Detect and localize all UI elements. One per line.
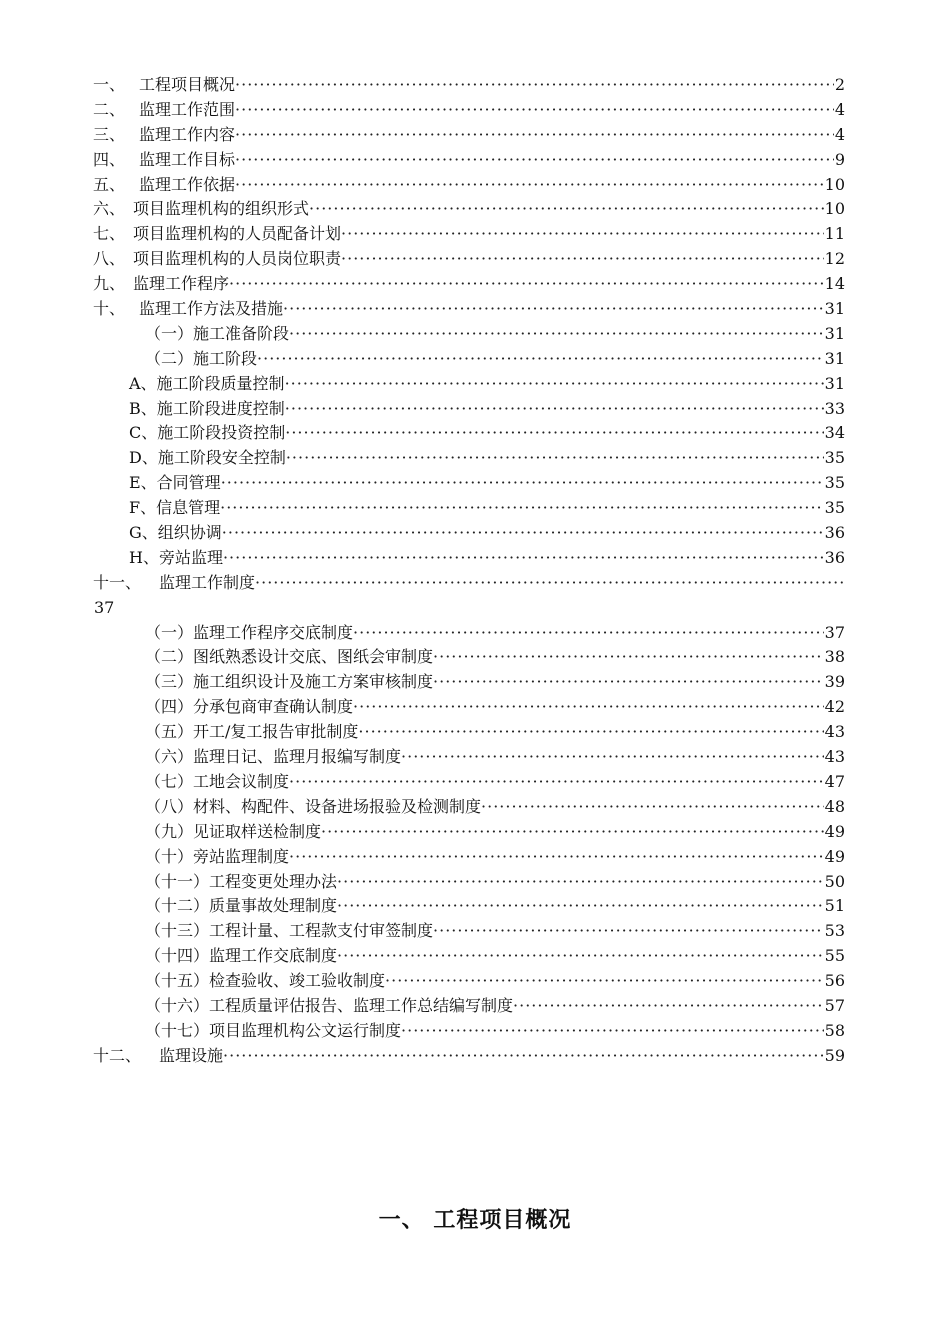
toc-entry-page: 10 [824,174,845,194]
toc-entry-page: 34 [824,423,845,443]
dot-leader [513,994,824,1019]
toc-entry-title: （十）旁站监理制度 [145,846,290,866]
toc-entry-number: 二、 [93,99,126,119]
toc-entry-title: （十二）质量事故处理制度 [145,896,338,916]
toc-entry[interactable] [93,297,845,322]
toc-entry-title: （四）分承包商审查确认制度 [145,697,354,717]
toc-entry[interactable] [93,845,845,870]
toc-entry[interactable] [93,770,845,795]
toc-entry-page: 14 [824,274,845,294]
toc-entry-number: 十、 [93,299,126,319]
dot-leader [321,820,824,845]
toc-entry[interactable] [93,222,845,247]
toc-entry[interactable] [93,372,845,397]
dot-leader [222,521,824,546]
toc-entry[interactable] [93,173,845,198]
toc-entry[interactable] [93,1044,845,1069]
toc-entry[interactable] [93,944,845,969]
toc-entry-page: 48 [824,796,845,816]
toc-entry[interactable] [93,795,845,820]
dot-leader [286,446,824,471]
toc-entry-title: 监理工作程序 [133,274,230,294]
toc-entry-title: 监理工作目标 [139,149,236,169]
dot-leader [235,148,834,173]
toc-entry[interactable] [93,521,845,546]
toc-entry[interactable] [93,994,845,1019]
toc-entry-title: （六）监理日记、监理月报编写制度 [145,747,402,767]
toc-entry[interactable] [93,820,845,845]
toc-entry[interactable] [93,471,845,496]
toc-entry[interactable] [93,645,845,670]
toc-entry-page: 50 [824,871,845,891]
toc-entry-number: 八、 [93,249,126,269]
table-of-contents [93,73,845,1069]
toc-entry-title: （一）监理工作程序交底制度 [145,622,354,642]
toc-entry[interactable] [93,546,845,571]
dot-leader [223,546,824,571]
toc-entry[interactable] [93,197,845,222]
dot-leader [235,123,834,148]
toc-entry-number: 四、 [93,149,126,169]
toc-entry-title: 监理设施 [159,1045,224,1065]
dot-leader [223,1044,824,1069]
toc-entry-page: 10 [824,199,845,219]
toc-entry[interactable] [93,446,845,471]
dot-leader [229,272,824,297]
toc-entry-title: （二）图纸熟悉设计交底、图纸会审制度 [145,647,434,667]
toc-entry-page: 53 [824,921,845,941]
dot-leader [481,795,824,820]
dot-leader [289,845,824,870]
dot-leader [433,645,824,670]
toc-entry[interactable] [93,621,845,646]
toc-entry-title: （十四）监理工作交底制度 [145,946,338,966]
toc-entry-number: 三、 [93,124,126,144]
toc-entry-page: 2 [834,75,845,94]
toc-entry-page: 51 [824,896,845,916]
toc-entry[interactable] [93,695,845,720]
toc-entry[interactable] [93,870,845,895]
dot-leader [255,571,845,596]
dot-leader [289,322,824,347]
dot-leader [401,1019,824,1044]
toc-entry[interactable] [93,148,845,173]
toc-entry-page: 56 [824,971,845,991]
toc-entry[interactable] [93,969,845,994]
toc-entry-page: 36 [824,523,845,543]
toc-entry-page: 12 [824,249,845,269]
toc-entry-title: 项目监理机构的人员配备计划 [133,224,342,244]
toc-entry[interactable] [93,670,845,695]
dot-leader [285,397,824,422]
toc-entry-number: 七、 [93,224,126,244]
toc-entry-title: （十一）工程变更处理办法 [145,871,338,891]
toc-entry-page: 42 [824,697,845,717]
toc-entry-title: （十七）项目监理机构公文运行制度 [145,1020,402,1040]
dot-leader [235,98,834,123]
toc-entry-title: 项目监理机构的人员岗位职责 [133,249,342,269]
toc-entry-page: 59 [824,1045,845,1065]
dot-leader [341,222,824,247]
toc-entry-number: 十一、 [93,572,142,592]
toc-entry-title: H、旁站监理 [129,547,223,567]
toc-entry-page: 31 [824,373,845,393]
dot-leader [337,894,824,919]
toc-entry[interactable] [93,745,845,770]
toc-entry[interactable] [93,347,845,372]
toc-entry-title: 监理工作方法及措施 [139,299,284,319]
toc-entry-page: 4 [834,99,845,119]
dot-leader [283,297,824,322]
toc-entry[interactable] [93,322,845,347]
toc-entry[interactable] [93,496,845,521]
toc-entry-title: （八）材料、构配件、设备进场报验及检测制度 [145,796,482,816]
toc-entry[interactable] [93,247,845,272]
toc-entry-page: 58 [824,1020,845,1040]
toc-entry-title: 监理工作内容 [139,124,236,144]
toc-entry-page: 38 [824,647,845,667]
dot-leader [433,670,824,695]
toc-entry-page: 57 [824,995,845,1015]
toc-entry-number: 十二、 [93,1045,142,1065]
dot-leader [353,621,824,646]
toc-entry[interactable] [93,272,845,297]
toc-entry[interactable] [93,894,845,919]
toc-entry[interactable] [93,98,845,123]
dot-leader [401,745,824,770]
toc-entry-page: 35 [824,448,845,468]
toc-entry-page: 35 [824,473,845,493]
toc-entry-page: 9 [834,149,845,169]
toc-entry-title: 监理工作依据 [139,174,236,194]
toc-entry[interactable] [93,421,845,446]
toc-entry-page: 36 [824,547,845,567]
toc-entry-title: 项目监理机构的组织形式 [133,199,310,219]
toc-entry-page: 49 [824,821,845,841]
dot-leader [285,372,824,397]
toc-entry-number: 九、 [93,274,126,294]
toc-entry-page: 39 [824,672,845,692]
toc-entry-page: 31 [824,348,845,368]
toc-entry-page: 37 [824,622,845,642]
toc-entry-title: （十五）检查验收、竣工验收制度 [145,971,386,991]
dot-leader [358,720,823,745]
toc-entry-page: 43 [824,722,845,742]
toc-entry[interactable] [93,1019,845,1044]
toc-entry-page: 35 [824,498,845,518]
toc-entry-title: 工程项目概况 [139,75,236,94]
dot-leader [289,770,824,795]
dot-leader [337,944,824,969]
dot-leader [341,247,824,272]
toc-entry[interactable] [93,73,845,98]
toc-entry-page: 33 [824,398,845,418]
toc-entry-page: 55 [824,946,845,966]
toc-entry[interactable] [93,397,845,422]
toc-entry-number: 一、 [93,75,126,94]
toc-entry-title: （一）施工准备阶段 [145,323,290,343]
dot-leader [285,421,823,446]
dot-leader [221,471,824,496]
section-heading: 一、 工程项目概况 [378,1208,572,1233]
toc-entry-title: （十三）工程计量、工程款支付审签制度 [145,921,434,941]
toc-entry-page: 43 [824,747,845,767]
toc-entry-page: 31 [824,299,845,319]
toc-entry[interactable] [93,123,845,148]
toc-entry-number: 六、 [93,199,126,219]
toc-entry-title: 监理工作范围 [139,99,236,119]
dot-leader [220,496,824,521]
toc-entry-title: F、信息管理 [129,498,221,518]
toc-entry-title: D、施工阶段安全控制 [129,448,286,468]
toc-entry-title: （九）见证取样送检制度 [145,821,322,841]
dot-leader [235,73,834,98]
toc-entry-title: （三）施工组织设计及施工方案审核制度 [145,672,434,692]
dot-leader [235,173,824,198]
dot-leader [353,695,824,720]
toc-entry-title: （七）工地会议制度 [145,771,290,791]
toc-entry-page: 31 [824,323,845,343]
dot-leader [385,969,824,994]
toc-entry[interactable] [93,571,845,621]
dot-leader [257,347,824,372]
toc-entry-title: （二）施工阶段 [145,348,258,368]
toc-entry-title: C、施工阶段投资控制 [129,423,286,443]
dot-leader [337,870,824,895]
toc-entry[interactable] [93,720,845,745]
toc-entry-page: 47 [824,771,845,791]
toc-entry-page: 37 [94,597,115,617]
toc-entry-page: 11 [824,224,845,244]
toc-entry-title: 监理工作制度 [159,572,256,592]
toc-entry-title: （十六）工程质量评估报告、监理工作总结编写制度 [145,995,514,1015]
toc-entry-page: 4 [834,124,845,144]
toc-entry-title: A、施工阶段质量控制 [129,373,285,393]
toc-entry-title: B、施工阶段进度控制 [129,398,285,418]
toc-entry-number: 五、 [93,174,126,194]
dot-leader [433,919,824,944]
toc-entry[interactable] [93,919,845,944]
toc-entry-page: 49 [824,846,845,866]
toc-entry-title: G、组织协调 [129,523,222,543]
dot-leader [309,197,824,222]
toc-entry-title: E、合同管理 [129,473,221,493]
toc-entry-title: （五）开工/复工报告审批制度 [145,722,359,742]
